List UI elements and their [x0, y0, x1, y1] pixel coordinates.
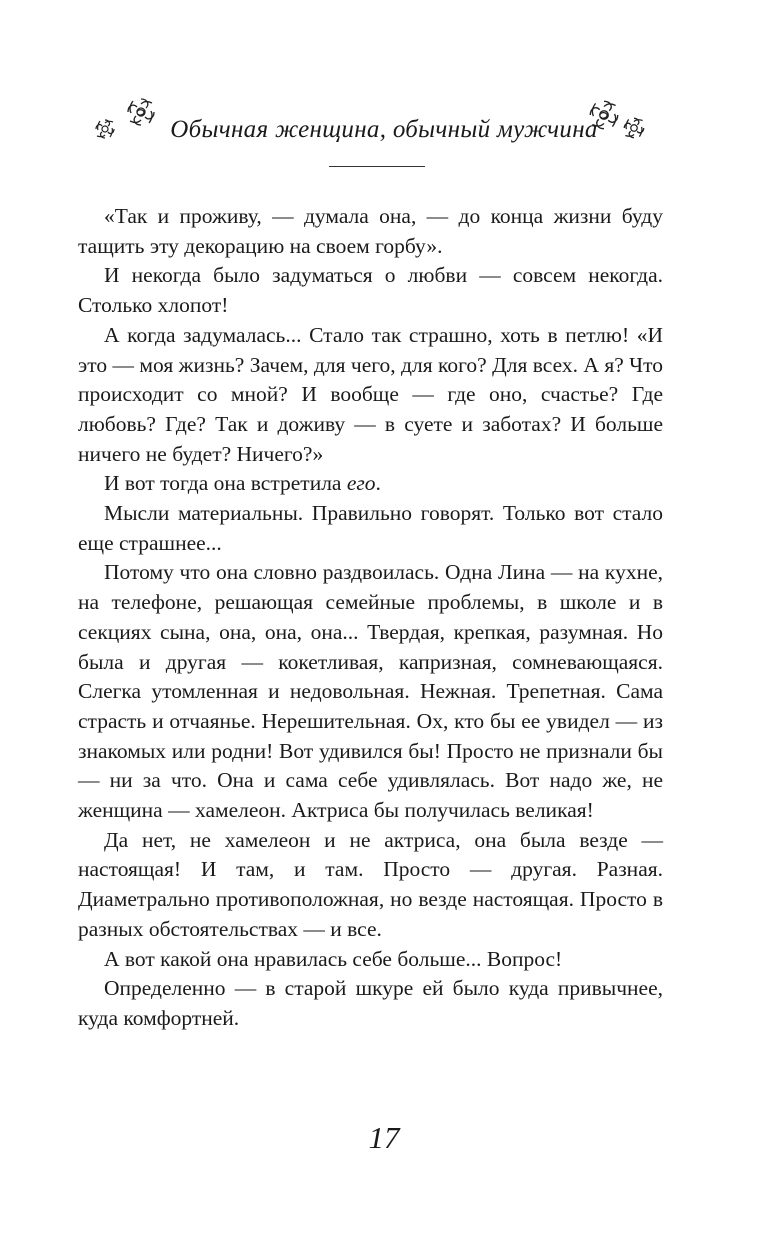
running-title: Обычная женщина, обычный мужчина	[170, 116, 598, 143]
running-header	[0, 88, 768, 198]
header-divider	[329, 166, 425, 167]
paragraph: Мысли материальны. Правильно говорят. Только вот стало еще страшнее...	[78, 501, 663, 555]
paragraph: Да нет, не хамелеон и не актриса, она была везде — настоящая! И там, и там. Просто — другая. Разная. Диаметрально противоположная, но везде настоящая. Просто в разных обстоятельствах — и все.	[78, 827, 663, 941]
paragraph: А когда задумалась... Стало так страшно, хоть в петлю! «И это — моя жизнь? Зачем, для чего, для кого? Для всех. А я? Что происходит со мной? И вообще — где оно, счастье? Где любовь? Где? Так и доживу — в суете и заботах? И больше ничего не будет? Ничего?»	[78, 322, 663, 466]
paragraph-text: И вот тогда она встретила	[104, 471, 347, 496]
page-number: 17	[368, 1120, 400, 1155]
paragraph-text: .	[375, 471, 381, 496]
flower-ornament-icon	[620, 114, 648, 142]
flower-ornament-icon	[585, 96, 623, 134]
body-text	[78, 202, 663, 1034]
paragraph: «Так и проживу, — думала она, — до конца жизни буду тащить эту декорацию на своем горбу».	[78, 204, 663, 258]
emphasis: его	[346, 471, 376, 496]
paragraph: А вот какой она нравилась себе больше... Вопрос!	[104, 946, 563, 971]
paragraph: И некогда было задуматься о любви — совсем некогда. Столько хлопот!	[78, 263, 663, 318]
paragraph: Определенно — в старой шкуре ей было куда привычнее, куда комфортней.	[78, 976, 663, 1030]
paragraph	[78, 469, 663, 499]
paragraph: Потому что она словно раздвоилась. Одна Лина — на кухне, на телефоне, решающая семейные проблемы, в школе и в секциях сына, она, она, она... Твердая, крепкая, разумная. Но была и другая — кокетливая, капризная, сомневающаяся. Слегка утомленная и недовольная. Нежная. Трепетная. Сама страсть и отчаянье. Нерешительная. Ох, кто бы ее увидел — из знакомых или родни! Вот удивился бы! Просто не признали бы — ни за что. Она и сама себе удивлялась. Вот надо же, не женщина — хамелеон. Актриса бы получилась великая!	[78, 560, 663, 823]
